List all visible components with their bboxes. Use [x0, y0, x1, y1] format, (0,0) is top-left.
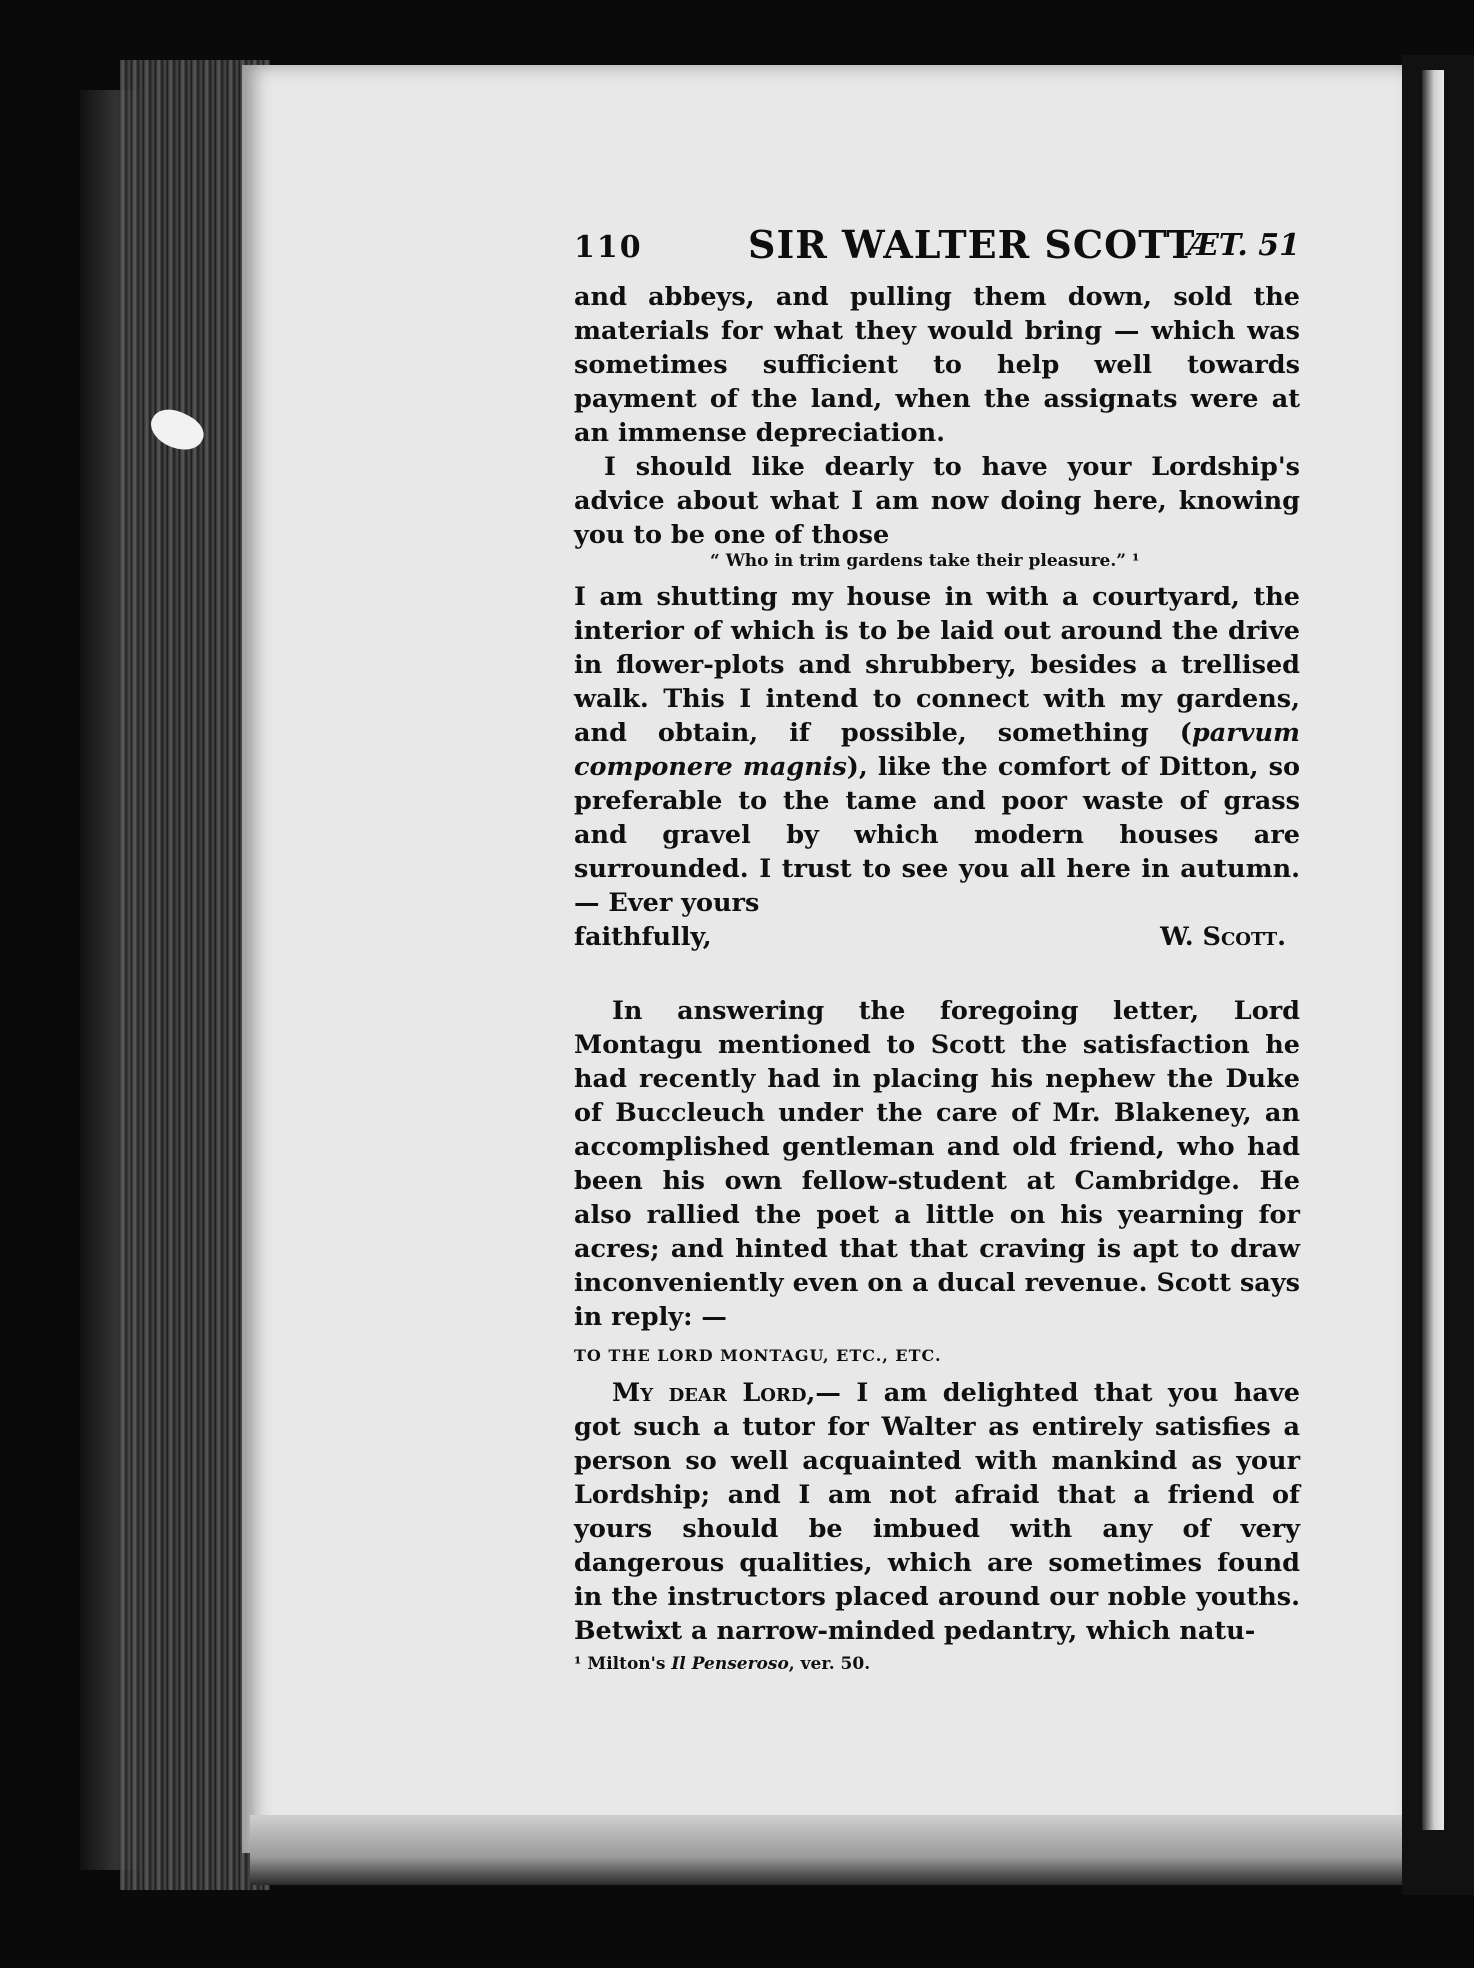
page-text	[574, 280, 1300, 1676]
running-title: SIR WALTER SCOTT	[748, 222, 1196, 267]
paragraph: and abbeys, and pulling them down, sold the materials for what they would bring — which was sometimes sufficient to help well towards payment of the land, when the assignats were at an immense depreciation.	[574, 282, 1300, 448]
paragraph-text: — I am delighted that you have got such a tutor for Walter as entirely satisfies a person so well acquainted with mankind as your Lordship; and I am not afraid that a friend of yours should be imbued with any of very dangerous qualities, which are sometimes found in the instructors placed around our noble youths. Betwixt a narrow-minded pedantry, which natu-	[574, 1378, 1300, 1646]
verse-quotation: “ Who in trim gardens take their pleasure.” ¹	[710, 551, 1140, 571]
age-marker: ÆT. 51	[1187, 228, 1300, 263]
page-number: 110	[574, 230, 643, 265]
letter-heading: TO THE LORD MONTAGU, ETC., ETC.	[574, 1346, 942, 1365]
latin-phrase: parvum componere magnis	[574, 718, 1300, 782]
footnote-text: Milton's	[587, 1654, 666, 1674]
footnote	[574, 1652, 1300, 1676]
page-bottom-shadow	[250, 1815, 1410, 1885]
footnote-marker: ¹	[574, 1654, 582, 1674]
paragraph: I should like dearly to have your Lordship's advice about what I am now doing here, knowing you to be one of those	[574, 452, 1300, 550]
paragraph-text: ), like the comfort of Ditton, so preferable to the tame and poor waste of grass and gravel by which modern houses are surrounded. I trust to see you all here in autumn. — Ever yours	[574, 752, 1300, 918]
footnote-title: Il Penseroso	[671, 1654, 789, 1674]
letter-closing	[574, 920, 1300, 954]
running-header	[574, 222, 1300, 268]
signature: W. Scott.	[1160, 922, 1286, 952]
footnote-text: , ver. 50.	[788, 1654, 871, 1674]
closing-word: faithfully,	[574, 922, 712, 952]
paragraph: In answering the foregoing letter, Lord Montagu mentioned to Scott the satisfaction he had recently had in placing his nephew the Duke of Buccleuch under the care of Mr. Blakeney, an accomplished gentleman and old friend, who had been his own fellow-student at Cambridge. He also rallied the poet a little on his yearning for acres; and hinted that that craving is apt to draw inconveniently even on a ducal revenue. Scott says in reply: —	[574, 996, 1300, 1332]
paragraph	[574, 1376, 1300, 1648]
paragraph	[574, 580, 1300, 920]
paragraph-text: I am shutting my house in with a courtyard, the interior of which is to be laid out around the drive in flower-plots and shrubbery, besides a trellised walk. This I intend to connect with my gardens, and obtain, if possible, something (	[574, 582, 1300, 748]
facing-page-sliver	[1422, 70, 1444, 1830]
salutation: My dear Lord,	[612, 1378, 816, 1408]
